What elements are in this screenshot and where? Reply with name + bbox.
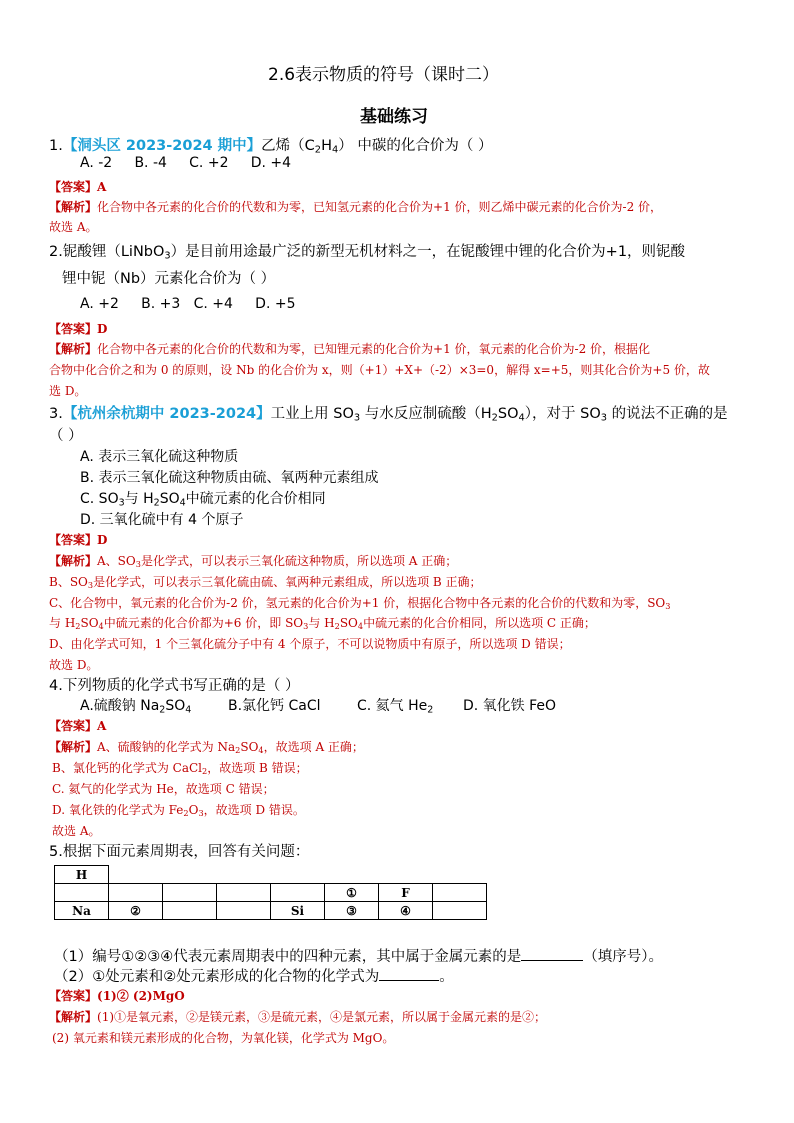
q1-analysis-cont: 故选 A。 bbox=[49, 220, 98, 234]
q3-option-b: B. 表示三氧化硫这种物质由硫、氧两种元素组成 bbox=[80, 470, 379, 486]
q3-analysis-c: C、化合物中，氧元素的化合价为-2 价，氢元素的化合价为+1 价，根据化合物中各元素的化合价的代数和为零，$SO_3$ bbox=[49, 596, 671, 612]
q3-analysis-d: D、由化学式可知，1 个三氧化硫分子中有 4 个原子，不可以说物质中有原子，所以选项 D 错误； bbox=[49, 637, 571, 651]
q4-option-a: A.硫酸钠 $Na_2SO_4$ bbox=[80, 698, 192, 716]
q1-answer: 【答案】A bbox=[49, 180, 107, 194]
periodic-table bbox=[54, 865, 487, 920]
q2-analysis-cont: 合物中化合价之和为 0 的原则，设 Nb 的化合价为 x，则（+1）+X+（-2）×3=0，解得 x=+5，则其化合价为+5 价，故 bbox=[49, 363, 710, 377]
question-2-cont: 锂中铌（Nb）元素化合价为（ ） bbox=[62, 271, 276, 287]
q3-analysis-end: 故选 D。 bbox=[49, 658, 99, 672]
question-source: 【杭州余杭期中 2023-2024】 bbox=[62, 406, 271, 422]
element-si: Si bbox=[271, 902, 325, 920]
q5-analysis-cont: (2) 氧元素和镁元素形成的化合物，为氧化镁，化学式为 MgO。 bbox=[52, 1031, 395, 1045]
q1-options: A. -2 B. -4 C. +2 D. +4 bbox=[80, 155, 292, 171]
q5-analysis: 【解析】(1)①是氧元素，②是镁元素，③是硫元素，④是氯元素，所以属于金属元素的是②； bbox=[49, 1010, 547, 1024]
q3-option-c: C. $SO_3$与 $H_2SO_4$中硫元素的化合价相同 bbox=[80, 491, 326, 509]
q3-analysis-b: B、$SO_3$是化学式，可以表示三氧化硫由硫、氧两种元素组成，所以选项 B 正确； bbox=[49, 575, 482, 591]
q3-answer: 【答案】D bbox=[49, 533, 108, 547]
question-1: 1.【洞头区 2023-2024 期中】乙烯$(C_2H_4)$ 中碳的化合价为（ ） bbox=[49, 138, 493, 156]
section-title: 基础练习 bbox=[360, 107, 428, 127]
marker-4: ④ bbox=[379, 902, 433, 920]
question-4: 4.下列物质的化学式书写正确的是（ ） bbox=[49, 678, 300, 694]
q2-analysis: 【解析】化合物中各元素的化合价的代数和为零，已知锂元素的化合价为+1 价，氧元素的化合价为-2 价，根据化 bbox=[49, 342, 651, 356]
q5-sub-2: （2）①处元素和②处元素形成的化合物的化学式为 。 bbox=[54, 969, 454, 985]
q4-option-c: C. 氦气 $He_2$ bbox=[357, 698, 434, 716]
q4-analysis-end: 故选 A。 bbox=[52, 824, 101, 838]
q3-option-a: A. 表示三氧化硫这种物质 bbox=[80, 449, 239, 465]
q1-analysis: 【解析】化合物中各元素的化合价的代数和为零，已知氢元素的化合价为+1 价，则乙烯中碳元素的化合价为-2 价， bbox=[49, 200, 663, 214]
q5-sub-1: （1）编号①②③④代表元素周期表中的四种元素，其中属于金属元素的是 （填序号）。 bbox=[54, 949, 663, 965]
q4-option-d: D. 氧化铁 FeO bbox=[463, 698, 557, 714]
marker-1: ① bbox=[325, 884, 379, 902]
element-h: H bbox=[55, 866, 109, 884]
element-na: Na bbox=[55, 902, 109, 920]
q3-analysis: 【解析】A、$SO_3$是化学式，可以表示三氧化硫这种物质，所以选项 A 正确； bbox=[49, 554, 458, 570]
q2-options: A. +2 B. +3 C. +4 D. +5 bbox=[80, 296, 296, 312]
question-5: 5.根据下面元素周期表，回答有关问题： bbox=[49, 844, 310, 860]
page-title: 2.6表示物质的符号（课时二） bbox=[268, 65, 500, 85]
q2-answer: 【答案】D bbox=[49, 322, 108, 336]
q3-option-d: D. 三氧化硫中有 4 个原子 bbox=[80, 512, 244, 528]
question-number: 1. bbox=[49, 138, 63, 154]
marker-2: ② bbox=[109, 902, 163, 920]
marker-3: ③ bbox=[325, 902, 379, 920]
q4-analysis-c: C. 氦气的化学式为 He，故选项 C 错误； bbox=[52, 782, 275, 796]
q4-analysis: 【解析】A、硫酸钠的化学式为 $Na_2SO_4$，故选项 A 正确； bbox=[49, 740, 364, 756]
q5-answer: 【答案】(1)② (2)MgO bbox=[49, 989, 185, 1003]
question-source: 【洞头区 2023-2024 期中】 bbox=[62, 138, 262, 154]
question-2: 2.铌酸锂（LiNbO$_3$）是目前用途最广泛的新型无机材料之一，在铌酸锂中锂的化合价为+1，则铌酸 bbox=[49, 244, 686, 262]
q2-analysis-end: 选 D。 bbox=[49, 384, 87, 398]
q3-analysis-c-cont: 与 $H_2SO_4$中硫元素的化合价都为+6 价，即 $SO_3$与 $H_2SO_4$中硫元素的化合价相同，所以选项 C 正确； bbox=[49, 616, 596, 632]
question-3: 3.【杭州余杭期中 2023-2024】工业上用 $SO_3$ 与水反应制硫酸$(H_2SO_4)$，对于 $SO_3$ 的说法不正确的是 bbox=[49, 406, 728, 424]
answer-blank[interactable] bbox=[379, 980, 439, 981]
element-f: F bbox=[379, 884, 433, 902]
answer-blank[interactable] bbox=[521, 960, 583, 961]
q4-analysis-d: D. 氧化铁的化学式为 $Fe_2O_3$，故选项 D 错误。 bbox=[52, 803, 305, 819]
q4-analysis-b: B、氯化钙的化学式为 CaCl$_2$，故选项 B 错误； bbox=[52, 761, 308, 777]
q3-paren: （ ） bbox=[49, 428, 83, 444]
q4-answer: 【答案】A bbox=[49, 719, 107, 733]
q4-option-b: B.氯化钙 CaCl bbox=[228, 698, 321, 714]
